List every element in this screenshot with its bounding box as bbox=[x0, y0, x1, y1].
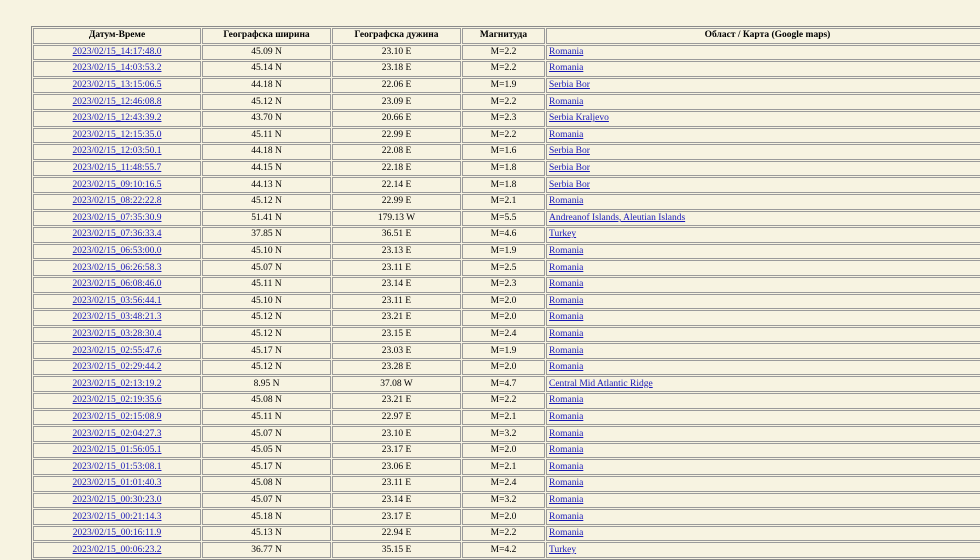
region-cell bbox=[546, 227, 980, 243]
datetime-link[interactable]: 2023/02/15_12:03:50.1 bbox=[72, 146, 162, 157]
table-row bbox=[33, 61, 980, 77]
datetime-link[interactable]: 2023/02/15_13:15:06.5 bbox=[72, 80, 162, 91]
datetime-link[interactable]: 2023/02/15_03:48:21.3 bbox=[72, 312, 162, 323]
datetime-link[interactable]: 2023/02/15_07:36:33.4 bbox=[72, 229, 162, 240]
region-map-link[interactable]: Romania bbox=[549, 445, 584, 456]
datetime-cell bbox=[33, 327, 201, 343]
table-row bbox=[33, 78, 980, 94]
longitude-cell: 23.10 E bbox=[332, 426, 461, 442]
header-datetime: Датум-Време bbox=[33, 28, 201, 44]
datetime-cell bbox=[33, 410, 201, 426]
datetime-link[interactable]: 2023/02/15_02:55:47.6 bbox=[72, 345, 162, 356]
datetime-cell bbox=[33, 177, 201, 193]
region-cell bbox=[546, 310, 980, 326]
latitude-cell: 45.11 N bbox=[202, 277, 331, 293]
magnitude-cell: M=2.2 bbox=[462, 94, 545, 110]
datetime-cell bbox=[33, 144, 201, 160]
region-map-link[interactable]: Romania bbox=[549, 295, 584, 306]
magnitude-cell: M=2.1 bbox=[462, 459, 545, 475]
region-map-link[interactable]: Romania bbox=[549, 362, 584, 373]
region-cell bbox=[546, 78, 980, 94]
region-map-link[interactable]: Romania bbox=[549, 511, 584, 522]
magnitude-cell: M=2.1 bbox=[462, 410, 545, 426]
longitude-cell: 22.94 E bbox=[332, 526, 461, 542]
latitude-cell: 45.18 N bbox=[202, 509, 331, 525]
datetime-link[interactable]: 2023/02/15_06:26:58.3 bbox=[72, 262, 162, 273]
datetime-cell bbox=[33, 343, 201, 359]
region-map-link[interactable]: Romania bbox=[549, 262, 584, 273]
region-map-link[interactable]: Serbia Kraljevo bbox=[549, 113, 609, 124]
latitude-cell: 45.12 N bbox=[202, 327, 331, 343]
datetime-link[interactable]: 2023/02/15_12:15:35.0 bbox=[72, 129, 162, 140]
table-row bbox=[33, 509, 980, 525]
region-map-link[interactable]: Romania bbox=[549, 345, 584, 356]
table-row bbox=[33, 310, 980, 326]
datetime-link[interactable]: 2023/02/15_06:08:46.0 bbox=[72, 279, 162, 290]
region-cell bbox=[546, 509, 980, 525]
datetime-cell bbox=[33, 45, 201, 61]
datetime-link[interactable]: 2023/02/15_01:01:40.3 bbox=[72, 478, 162, 489]
datetime-link[interactable]: 2023/02/15_02:15:08.9 bbox=[72, 411, 162, 422]
datetime-link[interactable]: 2023/02/15_02:19:35.6 bbox=[72, 395, 162, 406]
datetime-cell bbox=[33, 310, 201, 326]
magnitude-cell: M=3.2 bbox=[462, 493, 545, 509]
table-row bbox=[33, 277, 980, 293]
datetime-cell bbox=[33, 161, 201, 177]
region-cell bbox=[546, 393, 980, 409]
datetime-cell bbox=[33, 94, 201, 110]
magnitude-cell: M=2.5 bbox=[462, 260, 545, 276]
region-cell bbox=[546, 476, 980, 492]
longitude-cell: 22.97 E bbox=[332, 410, 461, 426]
datetime-link[interactable]: 2023/02/15_03:28:30.4 bbox=[72, 328, 162, 339]
longitude-cell: 23.28 E bbox=[332, 360, 461, 376]
datetime-cell bbox=[33, 426, 201, 442]
magnitude-cell: M=3.2 bbox=[462, 426, 545, 442]
table-body bbox=[33, 45, 980, 558]
longitude-cell: 20.66 E bbox=[332, 111, 461, 127]
datetime-cell bbox=[33, 78, 201, 94]
region-cell bbox=[546, 327, 980, 343]
table-row bbox=[33, 426, 980, 442]
datetime-link[interactable]: 2023/02/15_00:30:23.0 bbox=[72, 494, 162, 505]
region-map-link[interactable]: Romania bbox=[549, 395, 584, 406]
latitude-cell: 45.12 N bbox=[202, 310, 331, 326]
magnitude-cell: M=2.2 bbox=[462, 128, 545, 144]
latitude-cell: 45.10 N bbox=[202, 294, 331, 310]
header-magnitude: Магнитуда bbox=[462, 28, 545, 44]
datetime-link[interactable]: 2023/02/15_01:56:05.1 bbox=[72, 445, 162, 456]
datetime-cell bbox=[33, 194, 201, 210]
table-row bbox=[33, 227, 980, 243]
datetime-cell bbox=[33, 227, 201, 243]
datetime-link[interactable]: 2023/02/15_01:53:08.1 bbox=[72, 461, 162, 472]
table-row bbox=[33, 260, 980, 276]
region-map-link[interactable]: Central Mid Atlantic Ridge bbox=[549, 378, 653, 389]
earthquake-table bbox=[31, 26, 980, 560]
datetime-cell bbox=[33, 294, 201, 310]
latitude-cell: 45.10 N bbox=[202, 244, 331, 260]
header-latitude: Географска ширина bbox=[202, 28, 331, 44]
datetime-cell bbox=[33, 526, 201, 542]
latitude-cell: 43.70 N bbox=[202, 111, 331, 127]
longitude-cell: 36.51 E bbox=[332, 227, 461, 243]
longitude-cell: 23.14 E bbox=[332, 493, 461, 509]
latitude-cell: 45.17 N bbox=[202, 343, 331, 359]
region-map-link[interactable]: Romania bbox=[549, 196, 584, 207]
region-cell bbox=[546, 459, 980, 475]
region-cell bbox=[546, 161, 980, 177]
longitude-cell: 23.21 E bbox=[332, 393, 461, 409]
region-map-link[interactable]: Serbia Bor bbox=[549, 146, 590, 157]
magnitude-cell: M=4.7 bbox=[462, 376, 545, 392]
region-cell bbox=[546, 277, 980, 293]
table-row bbox=[33, 343, 980, 359]
datetime-cell bbox=[33, 128, 201, 144]
table-row bbox=[33, 376, 980, 392]
longitude-cell: 23.15 E bbox=[332, 327, 461, 343]
datetime-link[interactable]: 2023/02/15_06:53:00.0 bbox=[72, 246, 162, 257]
magnitude-cell: M=1.9 bbox=[462, 78, 545, 94]
longitude-cell: 23.11 E bbox=[332, 476, 461, 492]
longitude-cell: 23.18 E bbox=[332, 61, 461, 77]
region-cell bbox=[546, 177, 980, 193]
datetime-cell bbox=[33, 244, 201, 260]
datetime-link[interactable]: 2023/02/15_12:43:39.2 bbox=[72, 113, 162, 124]
datetime-link[interactable]: 2023/02/15_14:17:48.0 bbox=[72, 46, 162, 57]
datetime-cell bbox=[33, 493, 201, 509]
magnitude-cell: M=2.0 bbox=[462, 509, 545, 525]
datetime-cell bbox=[33, 61, 201, 77]
latitude-cell: 44.15 N bbox=[202, 161, 331, 177]
datetime-link[interactable]: 2023/02/15_02:13:19.2 bbox=[72, 378, 162, 389]
datetime-cell bbox=[33, 360, 201, 376]
table-row bbox=[33, 94, 980, 110]
header-region-map: Област / Карта (Google maps) bbox=[546, 28, 980, 44]
longitude-cell: 22.99 E bbox=[332, 128, 461, 144]
longitude-cell: 22.14 E bbox=[332, 177, 461, 193]
datetime-cell bbox=[33, 443, 201, 459]
magnitude-cell: M=2.2 bbox=[462, 45, 545, 61]
latitude-cell: 44.18 N bbox=[202, 78, 331, 94]
longitude-cell: 23.17 E bbox=[332, 443, 461, 459]
latitude-cell: 8.95 N bbox=[202, 376, 331, 392]
region-map-link[interactable]: Romania bbox=[549, 96, 584, 107]
longitude-cell: 23.11 E bbox=[332, 294, 461, 310]
latitude-cell: 45.07 N bbox=[202, 493, 331, 509]
magnitude-cell: M=2.4 bbox=[462, 327, 545, 343]
table-row bbox=[33, 161, 980, 177]
longitude-cell: 37.08 W bbox=[332, 376, 461, 392]
latitude-cell: 45.07 N bbox=[202, 260, 331, 276]
datetime-cell bbox=[33, 542, 201, 558]
magnitude-cell: M=5.5 bbox=[462, 211, 545, 227]
longitude-cell: 23.17 E bbox=[332, 509, 461, 525]
region-cell bbox=[546, 526, 980, 542]
region-map-link[interactable]: Romania bbox=[549, 411, 584, 422]
region-map-link[interactable]: Romania bbox=[549, 528, 584, 539]
magnitude-cell: M=2.0 bbox=[462, 360, 545, 376]
region-cell bbox=[546, 542, 980, 558]
region-map-link[interactable]: Romania bbox=[549, 46, 584, 57]
datetime-link[interactable]: 2023/02/15_02:29:44.2 bbox=[72, 362, 162, 373]
region-cell bbox=[546, 211, 980, 227]
longitude-cell: 23.11 E bbox=[332, 260, 461, 276]
region-cell bbox=[546, 410, 980, 426]
table-row bbox=[33, 244, 980, 260]
table-row bbox=[33, 459, 980, 475]
datetime-link[interactable]: 2023/02/15_08:22:22.8 bbox=[72, 196, 162, 207]
datetime-cell bbox=[33, 393, 201, 409]
table-row bbox=[33, 443, 980, 459]
region-cell bbox=[546, 144, 980, 160]
magnitude-cell: M=2.3 bbox=[462, 111, 545, 127]
datetime-cell bbox=[33, 509, 201, 525]
table-row bbox=[33, 177, 980, 193]
latitude-cell: 36.77 N bbox=[202, 542, 331, 558]
region-cell bbox=[546, 194, 980, 210]
datetime-cell bbox=[33, 260, 201, 276]
magnitude-cell: M=2.2 bbox=[462, 526, 545, 542]
latitude-cell: 45.13 N bbox=[202, 526, 331, 542]
datetime-cell bbox=[33, 476, 201, 492]
region-cell bbox=[546, 45, 980, 61]
region-cell bbox=[546, 493, 980, 509]
region-cell bbox=[546, 260, 980, 276]
magnitude-cell: M=1.9 bbox=[462, 343, 545, 359]
magnitude-cell: M=1.9 bbox=[462, 244, 545, 260]
longitude-cell: 35.15 E bbox=[332, 542, 461, 558]
table-row bbox=[33, 144, 980, 160]
region-map-link[interactable]: Andreanof Islands, Aleutian Islands bbox=[549, 212, 686, 223]
region-cell bbox=[546, 343, 980, 359]
region-cell bbox=[546, 244, 980, 260]
region-map-link[interactable]: Serbia Bor bbox=[549, 80, 590, 91]
region-map-link[interactable]: Turkey bbox=[549, 229, 577, 240]
latitude-cell: 45.17 N bbox=[202, 459, 331, 475]
longitude-cell: 23.10 E bbox=[332, 45, 461, 61]
longitude-cell: 23.14 E bbox=[332, 277, 461, 293]
magnitude-cell: M=1.6 bbox=[462, 144, 545, 160]
datetime-link[interactable]: 2023/02/15_03:56:44.1 bbox=[72, 295, 162, 306]
table-row bbox=[33, 45, 980, 61]
longitude-cell: 179.13 W bbox=[332, 211, 461, 227]
region-cell bbox=[546, 94, 980, 110]
datetime-cell bbox=[33, 111, 201, 127]
magnitude-cell: M=1.8 bbox=[462, 177, 545, 193]
latitude-cell: 45.12 N bbox=[202, 360, 331, 376]
datetime-link[interactable]: 2023/02/15_12:46:08.8 bbox=[72, 96, 162, 107]
table-row bbox=[33, 360, 980, 376]
header-longitude: Географска дужина bbox=[332, 28, 461, 44]
longitude-cell: 23.03 E bbox=[332, 343, 461, 359]
magnitude-cell: M=4.6 bbox=[462, 227, 545, 243]
latitude-cell: 45.11 N bbox=[202, 128, 331, 144]
longitude-cell: 22.08 E bbox=[332, 144, 461, 160]
latitude-cell: 45.12 N bbox=[202, 194, 331, 210]
table-row bbox=[33, 111, 980, 127]
magnitude-cell: M=2.2 bbox=[462, 61, 545, 77]
magnitude-cell: M=2.2 bbox=[462, 393, 545, 409]
table-row bbox=[33, 128, 980, 144]
latitude-cell: 44.18 N bbox=[202, 144, 331, 160]
datetime-cell bbox=[33, 459, 201, 475]
region-cell bbox=[546, 376, 980, 392]
region-map-link[interactable]: Romania bbox=[549, 478, 584, 489]
datetime-link[interactable]: 2023/02/15_07:35:30.9 bbox=[72, 212, 162, 223]
longitude-cell: 23.13 E bbox=[332, 244, 461, 260]
region-map-link[interactable]: Turkey bbox=[549, 544, 577, 555]
longitude-cell: 23.09 E bbox=[332, 94, 461, 110]
table-row bbox=[33, 393, 980, 409]
table-row bbox=[33, 211, 980, 227]
magnitude-cell: M=2.0 bbox=[462, 443, 545, 459]
longitude-cell: 22.06 E bbox=[332, 78, 461, 94]
datetime-link[interactable]: 2023/02/15_00:16:11.9 bbox=[72, 528, 162, 539]
latitude-cell: 44.13 N bbox=[202, 177, 331, 193]
table-row bbox=[33, 327, 980, 343]
latitude-cell: 45.12 N bbox=[202, 94, 331, 110]
latitude-cell: 45.08 N bbox=[202, 476, 331, 492]
magnitude-cell: M=4.2 bbox=[462, 542, 545, 558]
magnitude-cell: M=2.3 bbox=[462, 277, 545, 293]
region-cell bbox=[546, 61, 980, 77]
region-cell bbox=[546, 426, 980, 442]
table-row bbox=[33, 493, 980, 509]
region-map-link[interactable]: Romania bbox=[549, 129, 584, 140]
datetime-cell bbox=[33, 211, 201, 227]
longitude-cell: 22.99 E bbox=[332, 194, 461, 210]
region-map-link[interactable]: Serbia Bor bbox=[549, 163, 590, 174]
datetime-cell bbox=[33, 376, 201, 392]
datetime-link[interactable]: 2023/02/15_09:10:16.5 bbox=[72, 179, 162, 190]
magnitude-cell: M=1.8 bbox=[462, 161, 545, 177]
table-row bbox=[33, 542, 980, 558]
latitude-cell: 37.85 N bbox=[202, 227, 331, 243]
region-map-link[interactable]: Romania bbox=[549, 494, 584, 505]
table-row bbox=[33, 294, 980, 310]
table-row bbox=[33, 526, 980, 542]
datetime-link[interactable]: 2023/02/15_02:04:27.3 bbox=[72, 428, 162, 439]
earthquake-list bbox=[31, 26, 980, 560]
region-cell bbox=[546, 294, 980, 310]
region-cell bbox=[546, 360, 980, 376]
table-row bbox=[33, 476, 980, 492]
latitude-cell: 45.08 N bbox=[202, 393, 331, 409]
region-map-link[interactable]: Romania bbox=[549, 63, 584, 74]
latitude-cell: 45.09 N bbox=[202, 45, 331, 61]
region-map-link[interactable]: Romania bbox=[549, 461, 584, 472]
region-cell bbox=[546, 128, 980, 144]
region-cell bbox=[546, 111, 980, 127]
magnitude-cell: M=2.0 bbox=[462, 294, 545, 310]
datetime-link[interactable]: 2023/02/15_14:03:53.2 bbox=[72, 63, 162, 74]
region-map-link[interactable]: Serbia Bor bbox=[549, 179, 590, 190]
table-row bbox=[33, 410, 980, 426]
region-map-link[interactable]: Romania bbox=[549, 312, 584, 323]
region-map-link[interactable]: Romania bbox=[549, 279, 584, 290]
datetime-link[interactable]: 2023/02/15_11:48:55.7 bbox=[72, 163, 162, 174]
longitude-cell: 22.18 E bbox=[332, 161, 461, 177]
magnitude-cell: M=2.1 bbox=[462, 194, 545, 210]
latitude-cell: 45.14 N bbox=[202, 61, 331, 77]
magnitude-cell: M=2.0 bbox=[462, 310, 545, 326]
latitude-cell: 45.11 N bbox=[202, 410, 331, 426]
region-cell bbox=[546, 443, 980, 459]
datetime-link[interactable]: 2023/02/15_00:06:23.2 bbox=[72, 544, 162, 555]
region-map-link[interactable]: Romania bbox=[549, 246, 584, 257]
region-map-link[interactable]: Romania bbox=[549, 328, 584, 339]
magnitude-cell: M=2.4 bbox=[462, 476, 545, 492]
region-map-link[interactable]: Romania bbox=[549, 428, 584, 439]
latitude-cell: 45.05 N bbox=[202, 443, 331, 459]
table-row bbox=[33, 194, 980, 210]
longitude-cell: 23.21 E bbox=[332, 310, 461, 326]
longitude-cell: 23.06 E bbox=[332, 459, 461, 475]
latitude-cell: 45.07 N bbox=[202, 426, 331, 442]
latitude-cell: 51.41 N bbox=[202, 211, 331, 227]
datetime-link[interactable]: 2023/02/15_00:21:14.3 bbox=[72, 511, 162, 522]
table-header-row bbox=[33, 28, 980, 44]
datetime-cell bbox=[33, 277, 201, 293]
